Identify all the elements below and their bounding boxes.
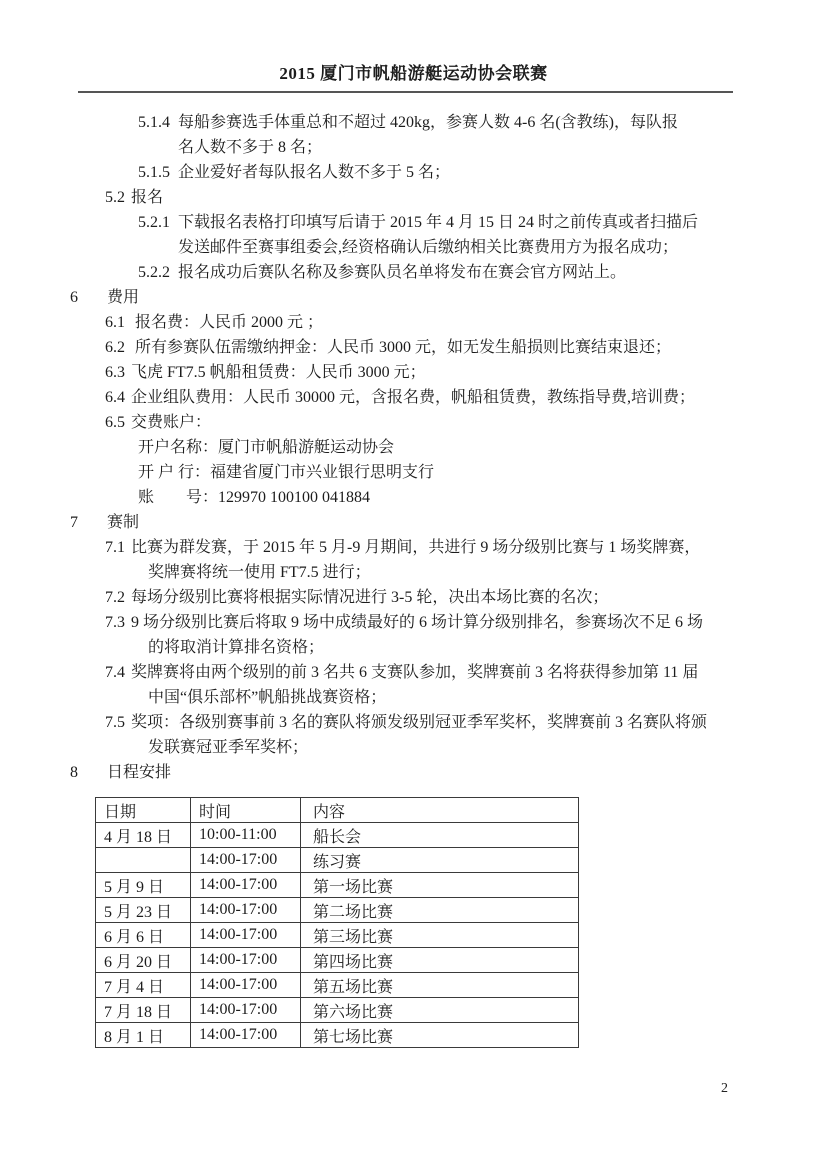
schedule-row: [96, 948, 579, 973]
item-text: 开户名称：厦门市帆船游艇运动协会: [138, 439, 395, 456]
schedule-time-cell: 14:00-17:00: [191, 873, 301, 898]
doc-line: [0, 410, 827, 435]
schedule-time-cell: 10:00-11:00: [191, 823, 301, 848]
item-text: 账 号：129970 100100 041884: [138, 489, 371, 506]
item-number: 5.2: [105, 189, 125, 206]
item-text: 交费账户：: [131, 414, 212, 431]
doc-paragraph: [0, 710, 827, 760]
item-number: 7: [70, 514, 78, 531]
doc-paragraph: [0, 660, 827, 710]
doc-line: [0, 160, 827, 185]
doc-line: [0, 185, 827, 210]
item-number: 7.1: [105, 539, 125, 556]
item-number: 5.2.2: [138, 264, 170, 281]
doc-line: [0, 710, 827, 735]
doc-line: [0, 535, 827, 560]
doc-line: [0, 210, 827, 235]
schedule-time-cell: 14:00-17:00: [191, 848, 301, 873]
schedule-content-cell: 练习赛: [301, 848, 579, 873]
schedule-date-cell: 7 月 18 日: [96, 998, 191, 1023]
doc-line-continuation: [0, 235, 827, 260]
item-text: 每船参赛选手体重总和不超过 420kg，参赛人数 4-6 名(含教练)，每队报: [178, 114, 678, 131]
item-text: 奖项：各级别赛事前 3 名的赛队将颁发级别冠亚季军奖杯，奖牌赛前 3 名赛队将颁: [131, 714, 708, 731]
item-text: 每场分级别比赛将根据实际情况进行 3-5 轮，决出本场比赛的名次；: [131, 589, 609, 606]
item-text: 9 场分级别比赛后将取 9 场中成绩最好的 6 场计算分级别排名，参赛场次不足 6 场: [131, 614, 704, 631]
item-number: 5.1.4: [138, 114, 170, 131]
doc-line-continuation: [0, 135, 827, 160]
doc-paragraph: [0, 160, 827, 185]
doc-line: [0, 435, 827, 460]
item-number: 6: [70, 289, 78, 306]
item-text: 企业组队费用：人民币 30000 元，含报名费，帆船租赁费，教练指导费,培训费；: [131, 389, 696, 406]
doc-paragraph: [0, 385, 827, 410]
doc-line-continuation: [0, 635, 827, 660]
item-number: 7.5: [105, 714, 125, 731]
item-text: 赛制: [107, 514, 140, 531]
schedule-time-cell: 14:00-17:00: [191, 998, 301, 1023]
doc-paragraph: [0, 585, 827, 610]
doc-line: [0, 610, 827, 635]
doc-paragraph: [0, 510, 827, 535]
schedule-time-cell: 14:00-17:00: [191, 948, 301, 973]
schedule-content-cell: 船长会: [301, 823, 579, 848]
doc-paragraph: [0, 110, 827, 160]
item-number: 7.4: [105, 664, 125, 681]
doc-line-continuation: [0, 560, 827, 585]
schedule-time-cell: 14:00-17:00: [191, 898, 301, 923]
doc-paragraph: [0, 285, 827, 310]
schedule-date-cell: 8 月 1 日: [96, 1023, 191, 1048]
schedule-time-cell: 14:00-17:00: [191, 1023, 301, 1048]
schedule-row: [96, 923, 579, 948]
doc-paragraph: [0, 435, 827, 460]
item-text: 企业爱好者每队报名人数不多于 5 名；: [178, 164, 451, 181]
page-number: 2: [721, 1081, 728, 1096]
schedule-row: [96, 848, 579, 873]
item-text: 飞虎 FT7.5 帆船租赁费：人民币 3000 元；: [131, 364, 426, 381]
schedule-date-cell: [96, 848, 191, 873]
doc-line-continuation: [0, 735, 827, 760]
schedule-date-cell: 4 月 18 日: [96, 823, 191, 848]
schedule-date-cell: 7 月 4 日: [96, 973, 191, 998]
doc-line: [0, 310, 827, 335]
document-body: [0, 110, 827, 1048]
doc-paragraph: [0, 185, 827, 210]
item-number: 6.3: [105, 364, 125, 381]
schedule-content-cell: 第二场比赛: [301, 898, 579, 923]
schedule-content-cell: 第五场比赛: [301, 973, 579, 998]
schedule-content-cell: 第六场比赛: [301, 998, 579, 1023]
doc-paragraph: [0, 360, 827, 385]
doc-line: [0, 485, 827, 510]
item-text: 开 户 行：福建省厦门市兴业银行思明支行: [138, 464, 435, 481]
schedule-time-cell: 14:00-17:00: [191, 973, 301, 998]
item-number: 6.5: [105, 414, 125, 431]
item-number: 5.1.5: [138, 164, 170, 181]
schedule-content-cell: 第七场比赛: [301, 1023, 579, 1048]
doc-line: [0, 660, 827, 685]
item-number: 7.2: [105, 589, 125, 606]
doc-paragraph: [0, 485, 827, 510]
schedule-row: [96, 998, 579, 1023]
schedule-time-cell: 14:00-17:00: [191, 923, 301, 948]
doc-line: [0, 360, 827, 385]
doc-paragraph: [0, 260, 827, 285]
doc-paragraph: [0, 310, 827, 335]
schedule-row: [96, 973, 579, 998]
paragraph-list: [0, 110, 827, 785]
item-text: 报名成功后赛队名称及参赛队员名单将发布在赛会官方网站上。: [178, 264, 627, 281]
schedule-content-cell: 第一场比赛: [301, 873, 579, 898]
schedule-date-cell: 6 月 6 日: [96, 923, 191, 948]
schedule-row: [96, 898, 579, 923]
doc-paragraph: [0, 535, 827, 585]
doc-line: [0, 260, 827, 285]
item-number: 5.2.1: [138, 214, 170, 231]
schedule-content-cell: 第四场比赛: [301, 948, 579, 973]
schedule-date-cell: 5 月 23 日: [96, 898, 191, 923]
item-text: 发送邮件至赛事组委会,经资格确认后缴纳相关比赛费用方为报名成功；: [178, 239, 679, 256]
item-text: 名人数不多于 8 名；: [178, 139, 323, 156]
item-text: 报名: [131, 189, 164, 206]
item-text: 报名费：人民币 2000 元 ；: [131, 314, 324, 331]
doc-line: [0, 460, 827, 485]
doc-paragraph: [0, 210, 827, 260]
schedule-table: [95, 797, 579, 1048]
item-text: 日程安排: [107, 764, 172, 781]
item-number: 7.3: [105, 614, 125, 631]
item-number: 6.2: [105, 339, 125, 356]
schedule-header-cell: 内容: [301, 798, 579, 823]
doc-line: [0, 510, 827, 535]
doc-line-continuation: [0, 685, 827, 710]
item-number: 8: [70, 764, 78, 781]
schedule-header-cell: 时间: [191, 798, 301, 823]
item-text: 比赛为群发赛，于 2015 年 5 月-9 月期间，共进行 9 场分级别比赛与 1 场奖牌赛，: [131, 539, 701, 556]
doc-line: [0, 335, 827, 360]
item-text: 下载报名表格打印填写后请于 2015 年 4 月 15 日 24 时之前传真或者扫描后: [178, 214, 699, 231]
schedule-content-cell: 第三场比赛: [301, 923, 579, 948]
item-text: 奖牌赛将由两个级别的前 3 名共 6 支赛队参加，奖牌赛前 3 名将获得参加第 11 届: [131, 664, 699, 681]
doc-paragraph: [0, 410, 827, 435]
schedule-header-row: [96, 798, 579, 823]
doc-paragraph: [0, 610, 827, 660]
schedule-header-cell: 日期: [96, 798, 191, 823]
item-text: 中国“俱乐部杯”帆船挑战赛资格；: [148, 689, 387, 706]
doc-line: [0, 585, 827, 610]
schedule-date-cell: 6 月 20 日: [96, 948, 191, 973]
doc-paragraph: [0, 460, 827, 485]
item-number: 6.4: [105, 389, 125, 406]
item-text: 发联赛冠亚季军奖杯；: [148, 739, 309, 756]
schedule-date-cell: 5 月 9 日: [96, 873, 191, 898]
page-header-title: 2015 厦门市帆船游艇运动协会联赛: [279, 64, 548, 83]
item-text: 费用: [107, 289, 140, 306]
item-number: 6.1: [105, 314, 125, 331]
schedule-row: [96, 823, 579, 848]
doc-paragraph: [0, 760, 827, 785]
doc-line: [0, 110, 827, 135]
doc-line: [0, 760, 827, 785]
schedule-row: [96, 1023, 579, 1048]
schedule-row: [96, 873, 579, 898]
item-text: 的将取消计算排名资格；: [148, 639, 325, 656]
item-text: 所有参赛队伍需缴纳押金：人民币 3000 元，如无发生船损则比赛结束退还；: [131, 339, 672, 356]
item-text: 奖牌赛将统一使用 FT7.5 进行；: [148, 564, 371, 581]
doc-line: [0, 385, 827, 410]
header-rule: [78, 91, 733, 93]
doc-line: [0, 285, 827, 310]
doc-paragraph: [0, 335, 827, 360]
